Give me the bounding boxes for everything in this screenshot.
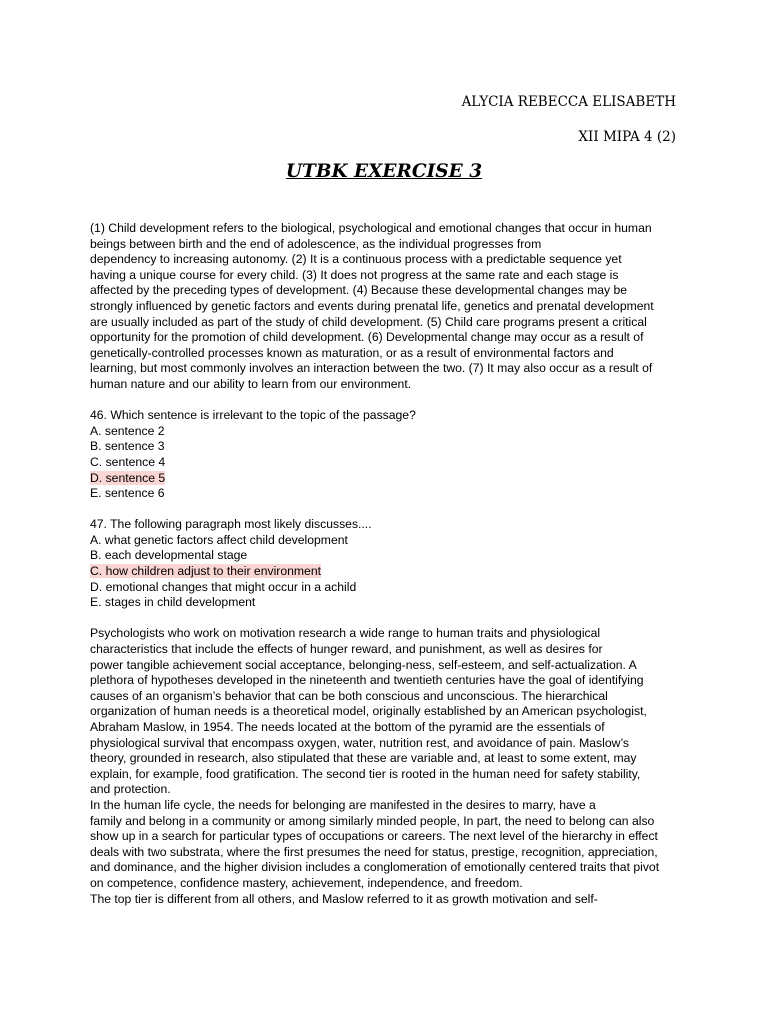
passage-line: explain, for example, food gratification. The second tier is rooted in the human need for safety stability, bbox=[90, 766, 641, 781]
passage-line: are usually included as part of the study of child development. (5) Child care programs present a critical bbox=[90, 314, 647, 329]
passage-line: and protection. bbox=[90, 782, 171, 797]
passage-line: opportunity for the promotion of child development. (6) Developmental change may occur as a result of bbox=[90, 330, 644, 345]
passage-line: causes of an organism’s behavior that can be both conscious and unconscious. The hierarchical bbox=[90, 688, 608, 703]
passage-line: learning, but most commonly involves an interaction between the two. (7) It may also occur as a result of bbox=[90, 361, 653, 376]
answer-option: B. sentence 3 bbox=[90, 439, 165, 454]
passage-line: family and belong in a community or among similarly minded people, In part, the need to belong can also bbox=[90, 813, 655, 828]
answer-option: D. emotional changes that might occur in a achild bbox=[90, 579, 357, 594]
passage-line: show up in a search for particular types of occupations or careers. The next level of the hierarchy in effect bbox=[90, 829, 658, 844]
answer-option: B. each developmental stage bbox=[90, 548, 248, 563]
passage-child-development bbox=[90, 221, 690, 393]
passage-line: organization of human needs is a theoretical model, originally established by an American psychologist, bbox=[90, 704, 647, 719]
question-47 bbox=[90, 517, 690, 611]
passage-line: strongly influenced by genetic factors and events during prenatal life, genetics and prenatal development bbox=[90, 298, 654, 313]
answer-option: A. sentence 2 bbox=[90, 423, 165, 438]
passage-line: and dominance, and the higher division includes a conglomeration of emotionally centered traits that pivot bbox=[90, 860, 660, 875]
passage-line: (1) Child development refers to the biological, psychological and emotional changes that occur in human bbox=[90, 221, 652, 235]
passage-line: dependency to increasing autonomy. (2) It is a continuous process with a predictable sequence yet bbox=[90, 252, 622, 267]
passage-line: Abraham Maslow, in 1954. The needs located at the bottom of the pyramid are the essentials of bbox=[90, 720, 605, 734]
passage-line: The top tier is different from all others, and Maslow referred to it as growth motivation and self- bbox=[90, 891, 598, 906]
page-title: UTBK EXERCISE 3 bbox=[285, 161, 483, 182]
document-body bbox=[90, 221, 690, 907]
answer-option: C. sentence 4 bbox=[90, 454, 166, 469]
student-name: ALYCIA REBECCA ELISABETH bbox=[461, 94, 676, 110]
passage-line: theory, grounded in research, also stipulated that these are variable and, at least to some extent, may bbox=[90, 751, 637, 766]
student-class: XII MIPA 4 (2) bbox=[578, 129, 676, 145]
answer-option-highlighted: C. how children adjust to their environment bbox=[90, 564, 322, 579]
answer-option: E. stages in child development bbox=[90, 595, 256, 610]
passage-line: having a unique course for every child. (3) It does not progress at the same rate and each stage is bbox=[90, 267, 619, 282]
passage-line: plethora of hypotheses developed in the nineteenth and twentieth centuries have the goal of identifying bbox=[90, 673, 644, 688]
passage-line: power tangible achievement social acceptance, belonging-ness, self-esteem, and self-actualization. A bbox=[90, 657, 637, 672]
answer-option-highlighted: D. sentence 5 bbox=[90, 470, 166, 485]
passage-line: physiological survival that encompass oxygen, water, nutrition rest, and avoidance of pain. Maslow’s bbox=[90, 735, 630, 750]
question-text: 47. The following paragraph most likely discusses.... bbox=[90, 517, 372, 532]
passage-line: In the human life cycle, the needs for belonging are manifested in the desires to marry, have a bbox=[90, 797, 596, 812]
passage-line: affected by the preceding types of development. (4) Because these developmental changes may be bbox=[90, 283, 628, 298]
passage-line: on competence, confidence mastery, achievement, independence, and freedom. bbox=[90, 875, 523, 890]
passage-line: deals with two substrata, where the first presumes the need for status, prestige, recognition, appreciation, bbox=[90, 844, 658, 859]
passage-motivation bbox=[90, 626, 690, 907]
passage-line: Psychologists who work on motivation research a wide range to human traits and physiological bbox=[90, 626, 601, 641]
passage-line: beings between birth and the end of adolescence, as the individual progresses from bbox=[90, 236, 542, 251]
passage-line: genetically-controlled processes known as maturation, or as a result of environmental factors and bbox=[90, 345, 614, 360]
answer-option: E. sentence 6 bbox=[90, 486, 165, 501]
passage-line: characteristics that include the effects of hunger reward, and punishment, as well as desires for bbox=[90, 642, 603, 657]
question-46 bbox=[90, 408, 690, 502]
passage-line: human nature and our ability to learn from our environment. bbox=[90, 376, 412, 391]
answer-option: A. what genetic factors affect child development bbox=[90, 532, 348, 547]
question-text: 46. Which sentence is irrelevant to the topic of the passage? bbox=[90, 408, 416, 423]
